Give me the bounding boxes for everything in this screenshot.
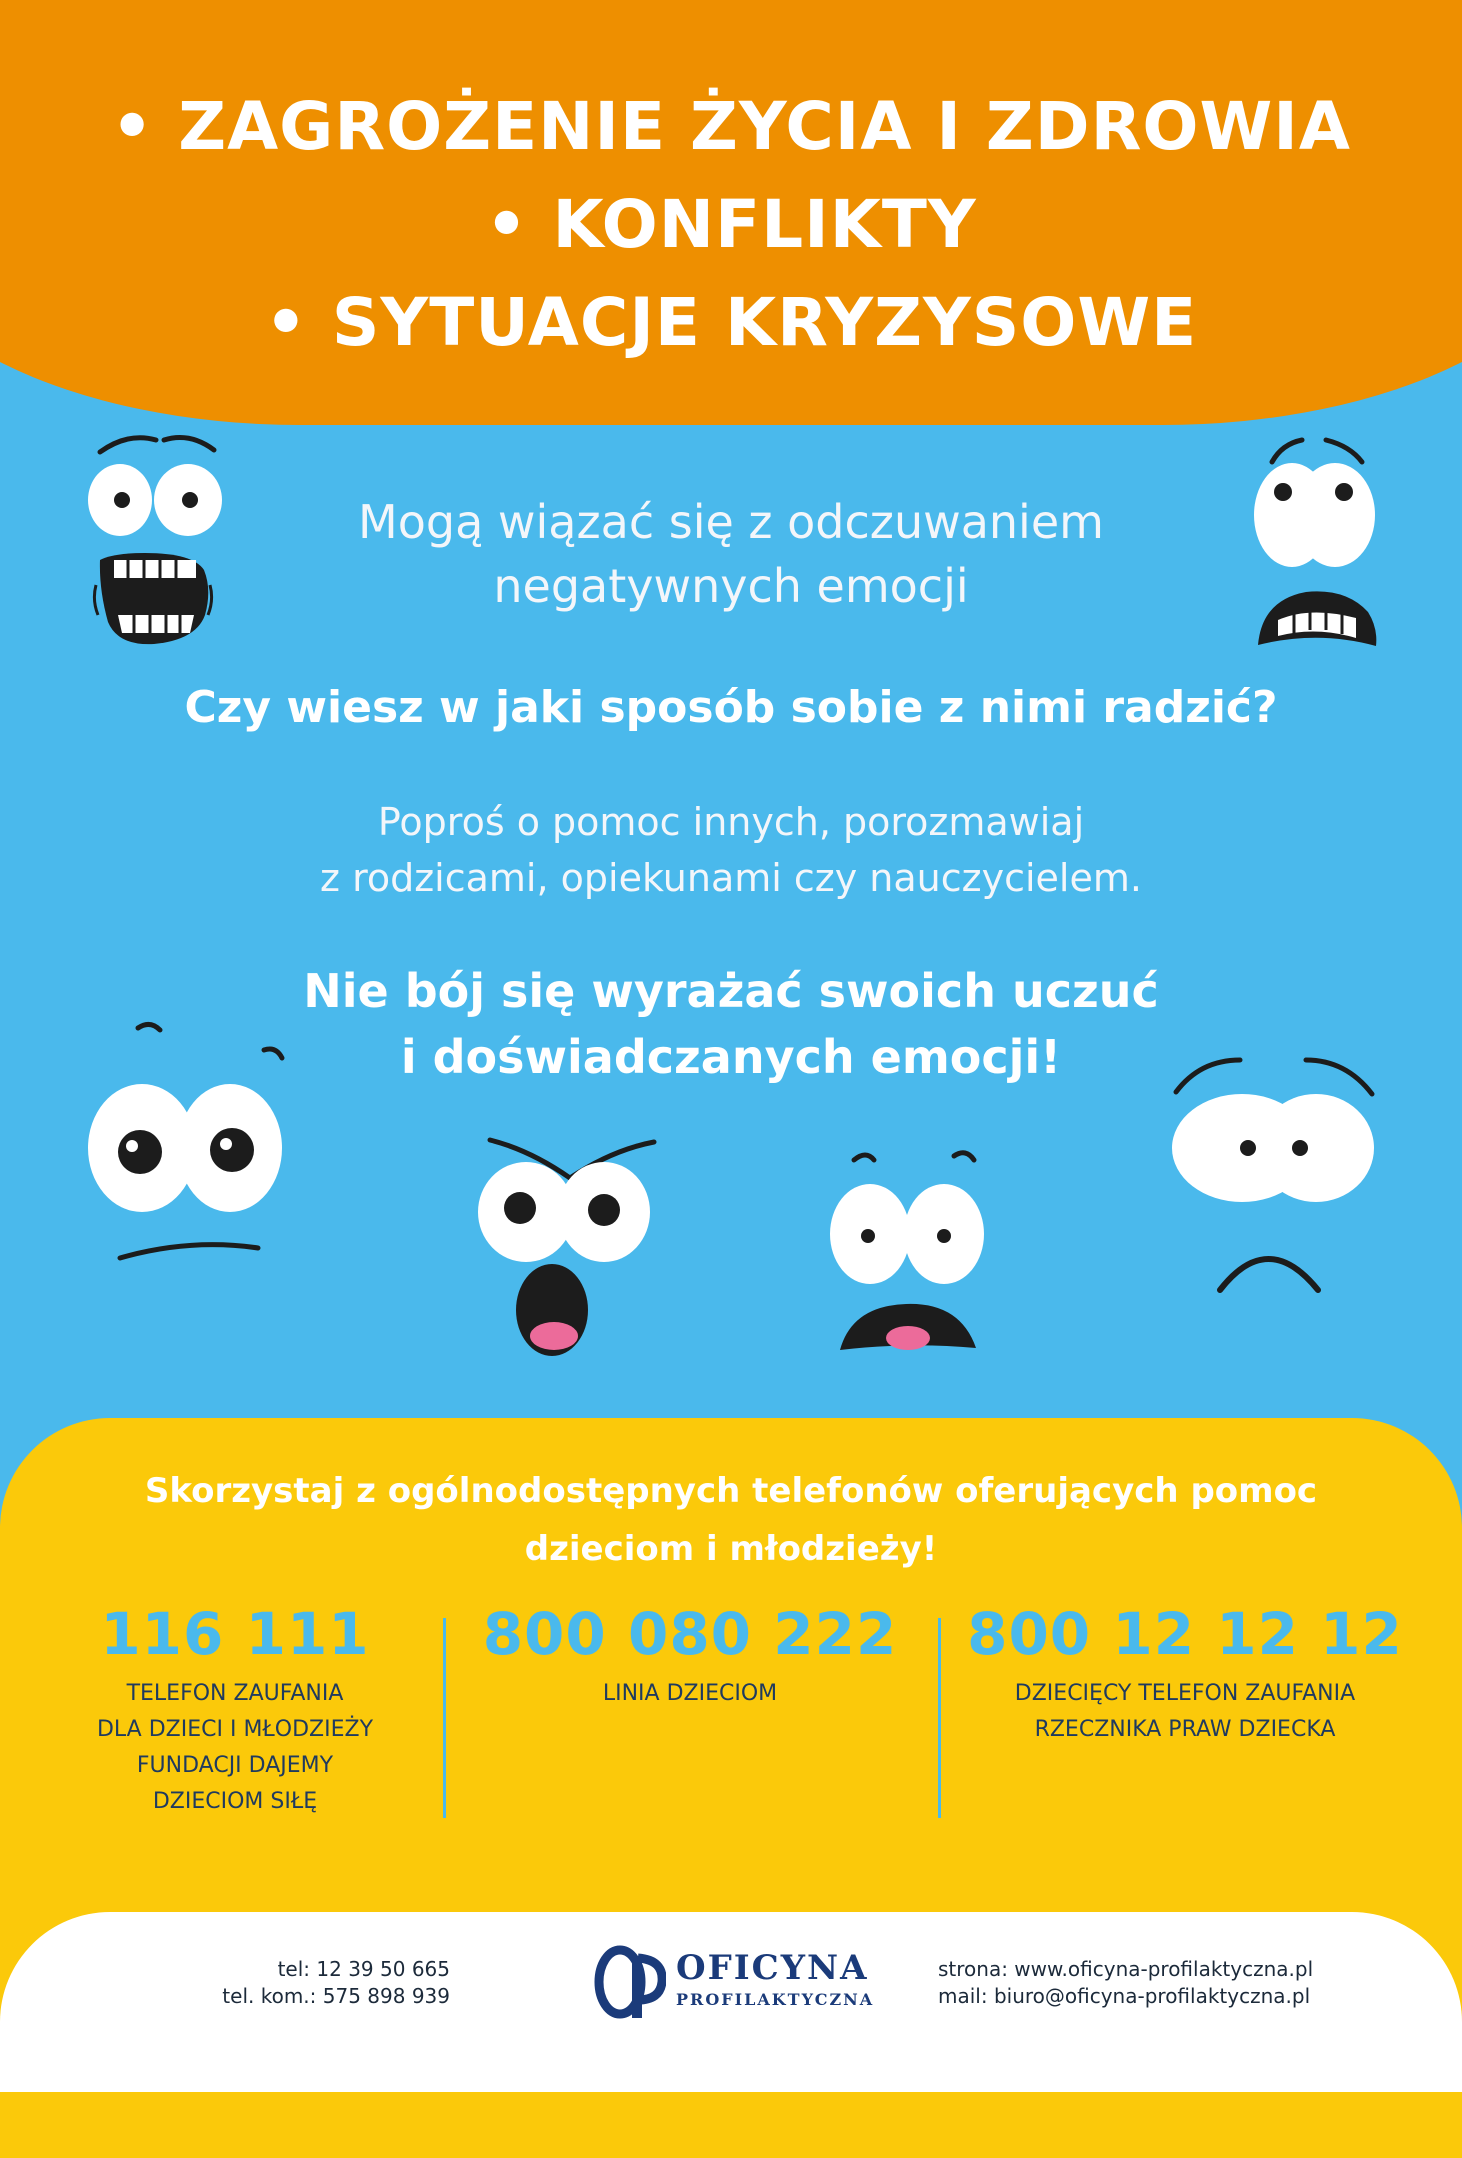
logo-text-main: OFICYNA bbox=[676, 1948, 869, 1988]
helpline-1 bbox=[40, 1598, 430, 1820]
footer-email[interactable]: mail: biuro@oficyna-profilaktyczna.pl bbox=[938, 1984, 1311, 2008]
footer-tel-kom[interactable]: tel. kom.: 575 898 939 bbox=[222, 1984, 450, 2008]
footer-website[interactable]: strona: www.oficyna-profilaktyczna.pl bbox=[938, 1957, 1314, 1981]
bullet-1: • ZAGROŻENIE ŻYCIA I ZDROWIA bbox=[111, 88, 1351, 165]
question-heading: Czy wiesz w jaki sposób sobie z nimi radzić? bbox=[184, 682, 1278, 733]
op-logo-icon bbox=[594, 1942, 666, 2022]
encourage-line-1: Nie bój się wyrażać swoich uczuć bbox=[303, 964, 1159, 1018]
encourage-line-2: i doświadczanych emocji! bbox=[400, 1030, 1062, 1084]
divider bbox=[443, 1618, 446, 1818]
bullet-3: • SYTUACJE KRYZYSOWE bbox=[264, 284, 1198, 361]
screaming-face-icon bbox=[88, 438, 222, 645]
worried-face-icon bbox=[1254, 440, 1376, 646]
intro-line-1: Mogą wiązać się z odczuwaniem bbox=[358, 495, 1104, 549]
skeptical-face-icon bbox=[88, 1024, 282, 1258]
footer-tel[interactable]: tel: 12 39 50 665 bbox=[277, 1957, 450, 1981]
sad-face-icon bbox=[1172, 1060, 1374, 1290]
footer-contact-phone bbox=[180, 1956, 450, 2010]
helplines-heading-line-1: Skorzystaj z ogólnodostępnych telefonów oferujących pomoc bbox=[144, 1471, 1318, 1511]
surprised-face-icon bbox=[830, 1153, 984, 1350]
helpline-number[interactable]: 800 12 12 12 bbox=[967, 1600, 1403, 1668]
angry-face-icon bbox=[478, 1140, 654, 1356]
helplines-heading-line-2: dzieciom i młodzieży! bbox=[524, 1529, 938, 1569]
helpline-description: DZIECIĘCY TELEFON ZAUFANIA RZECZNIKA PRAW DZIECKA bbox=[1014, 1681, 1356, 1742]
oficyna-logo bbox=[594, 1942, 884, 2022]
helpline-description: TELEFON ZAUFANIA DLA DZIECI I MŁODZIEŻY FUNDACJI DAJEMY DZIECIOM SIŁĘ bbox=[96, 1681, 374, 1814]
intro-line-2: negatywnych emocji bbox=[493, 559, 969, 613]
helplines-heading bbox=[0, 1462, 1462, 1578]
bullet-2: • KONFLIKTY bbox=[485, 186, 977, 263]
helpline-number[interactable]: 800 080 222 bbox=[482, 1600, 898, 1668]
divider bbox=[938, 1618, 941, 1818]
advice-line-2: z rodzicami, opiekunami czy nauczycielem. bbox=[320, 856, 1142, 900]
logo-text-sub: PROFILAKTYCZNA bbox=[676, 1990, 875, 2009]
helpline-description: LINIA DZIECIOM bbox=[602, 1681, 778, 1706]
helpline-number[interactable]: 116 111 bbox=[100, 1600, 370, 1668]
helpline-3 bbox=[945, 1598, 1425, 1748]
footer-contact-web bbox=[938, 1956, 1358, 2010]
advice-line-1: Poproś o pomoc innych, porozmawiaj bbox=[377, 800, 1085, 844]
helpline-2 bbox=[450, 1598, 930, 1712]
